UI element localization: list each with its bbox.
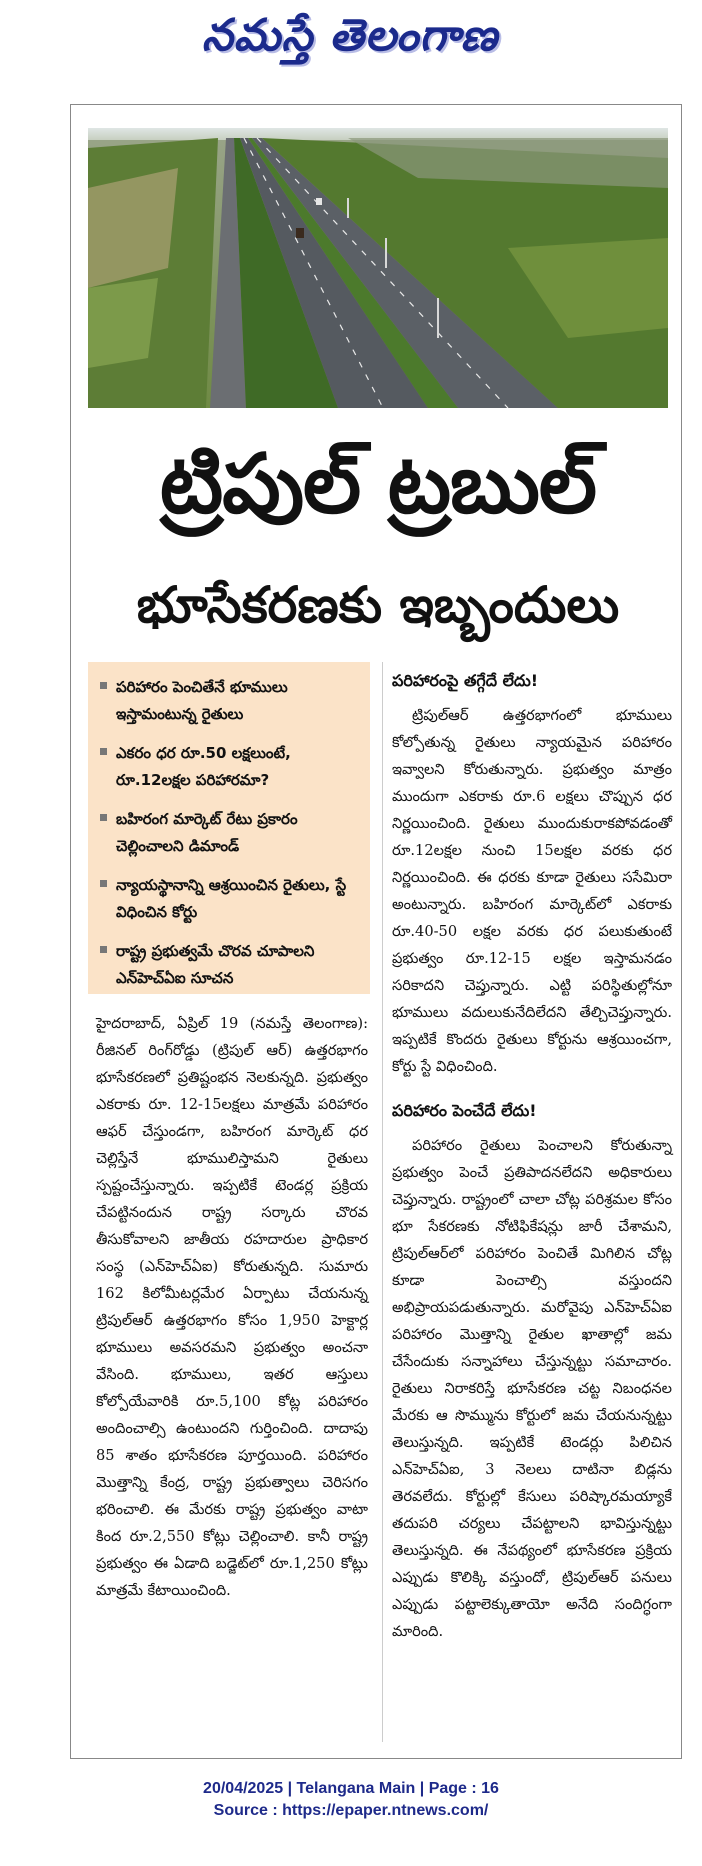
highlight-text: రాష్ట్ర ప్రభుత్వమే చొరవ చూపాలని ఎన్‌హెచ్‌ఏఐ సూచన <box>116 942 315 987</box>
highlight-text: బహిరంగ మార్కెట్ రేటు ప్రకారం చెల్లించాలని డిమాండ్ <box>116 810 298 855</box>
bullet-icon <box>100 880 107 887</box>
section-title: పరిహారంపై తగ్గేదే లేదు! <box>392 671 539 690</box>
highlight-item <box>100 740 358 794</box>
article-right-column <box>392 668 672 1748</box>
highlight-text: న్యాయస్థానాన్ని ఆశ్రయించిన రైతులు, స్టే విధించిన కోర్టు <box>116 876 347 921</box>
source-link[interactable]: Source : https://epaper.ntnews.com/ <box>213 1802 489 1819</box>
edition-info: 20/04/2025 | Telangana Main | Page : 16 <box>203 1780 499 1797</box>
page-footer <box>0 1778 702 1822</box>
article-headline: ట్రిపుల్ ట్రబుల్ <box>159 437 597 532</box>
bullet-icon <box>100 946 107 953</box>
highlights-box <box>88 662 370 994</box>
highlight-item <box>100 872 358 926</box>
section-body: ట్రిపుల్‌ఆర్ ఉత్తరభాగంలో భూములు కోల్పోతున్న రైతులు న్యాయమైన పరిహారం ఇవ్వాలని కోరుతున్నారు. ప్రభుత్వం మాత్రం ముందుగా ఎకరాకు రూ.6 లక్షలు చొప్పున ధర నిర్ణయించింది. రైతులు ముందుకురాకపోవడంతో రూ.12లక్షల నుంచి 15లక్షల వరకు ధర నిర్ణయించింది. ఈ ధరకు కూడా రైతులు ససేమిరా అంటున్నారు. బహిరంగ మార్కెట్‌లో ఎకరాకు రూ.40-50 లక్షల వరకు ధర పలుకుతుంటే ప్రభుత్వం రూ.12-15 లక్షల ఇస్తామనడం సరికాదని చెప్తున్నారు. ఎట్టి పరిస్థితుల్లోనూ భూములు వదులుకునేదిలేదని తేల్చిచెప్తున్నారు. ఇప్పటికే కొందరు రైతులు కోర్టును ఆశ్రయించగా, కోర్టు స్టే విధించింది. <box>392 707 672 1075</box>
bullet-icon <box>100 814 107 821</box>
article-lead-paragraph: హైదరాబాద్, ఏప్రిల్ 19 (నమస్తే తెలంగాణ): రీజినల్ రింగ్‌రోడ్డు (ట్రిపుల్ ఆర్) ఉత్తరభాగం భూసేకరణలో ప్రతిష్టంభన నెలకున్నది. ప్రభుత్వం ఎకరాకు రూ. 12-15లక్షలు మాత్రమే పరిహారం ఆఫర్ చేస్తుండగా, బహిరంగ మార్కెట్ ధర చెల్లిస్తేనే భూములిస్తామని రైతులు స్పష్టంచేస్తున్నారు. ఇప్పటికే టెండర్ల ప్రక్రియ చేపట్టినందున రాష్ట్ర సర్కారు చొరవ తీసుకోవాలని జాతీయ రహదారుల ప్రాధికార సంస్థ (ఎన్‌హెచ్‌ఏఐ) కోరుతున్నది. సుమారు 162 కిలోమీటర్లమేర ఏర్పాటు చేయనున్న ట్రిపుల్‌ఆర్ ఉత్తరభాగం కోసం 1,950 హెక్టార్ల భూములు అవసరమని ప్రభుత్వం అంచనా వేసింది. భూములు, ఇతర ఆస్తులు కోల్పోయేవారికి రూ.5,100 కోట్ల పరిహారం అందించాల్సి ఉంటుందని గుర్తించింది. దాదాపు 85 శాతం భూసేకరణ పూర్తయింది. పరిహారం మొత్తాన్ని కేంద్ర, రాష్ట్ర ప్రభుత్వాలు చెరిసగం భరించాలి. ఈ మేరకు రాష్ట్ర ప్రభుత్వం వాటా కింద రూ.2,550 కోట్లు చెల్లించాలి. కానీ రాష్ట్ర ప్రభుత్వం ఈ ఏడాది బడ్జెట్‌లో రూ.1,250 కోట్లు మాత్రమే కేటాయించింది. <box>96 1015 368 1599</box>
column-divider <box>382 662 383 1742</box>
bullet-icon <box>100 748 107 755</box>
masthead <box>0 0 702 90</box>
highway-photo <box>88 128 668 408</box>
highlight-item <box>100 938 358 992</box>
section-title: పరిహారం పెంచేదే లేదు! <box>392 1101 537 1120</box>
article-subheadline: భూసేకరణకు ఇబ్బందులు <box>136 576 620 634</box>
highlight-item <box>100 674 358 728</box>
bullet-icon <box>100 682 107 689</box>
highlight-text: ఎకరం ధర రూ.50 లక్షలుంటే, రూ.12లక్షల పరిహారమా? <box>116 744 291 789</box>
highlight-text: పరిహారం పెంచితేనే భూములు ఇస్తామంటున్న రైతులు <box>116 678 288 723</box>
highlight-item <box>100 806 358 860</box>
section-body: పరిహారం రైతులు పెంచాలని కోరుతున్నా ప్రభుత్వం పెంచే ప్రతిపాదనలేదని అధికారులు చెప్తున్నారు. రాష్ట్రంలో చాలా చోట్ల పరిశ్రమల కోసం భూ సేకరణకు నోటిఫికేషన్లు జారీ చేశామని, ట్రిపుల్‌ఆర్‌లో పరిహారం పెంచితే మిగిలిన చోట్ల కూడా పెంచాల్సి వస్తుందని అభిప్రాయపడుతున్నారు. మరోవైపు ఎన్‌హెచ్‌ఏఐ పరిహారం మొత్తాన్ని రైతుల ఖాతాల్లో జమ చేసేందుకు సన్నాహాలు చేస్తున్నట్టు సమాచారం. రైతులు నిరాకరిస్తే భూసేకరణ చట్ట నిబంధనల మేరకు ఆ సొమ్మును కోర్టులో జమ చేయనున్నట్టు తెలుస్తున్నది. ఇప్పటికే టెండర్లు పిలిచిన ఎన్‌హెచ్‌ఏఐ, 3 నెలలు దాటినా బిడ్లను తెరవలేదు. కోర్టుల్లో కేసులు పరిష్కారమయ్యాకే తదుపరి చర్యలు చేపట్టాలని భావిస్తున్నట్టు తెలుస్తున్నది. ఈ నేపథ్యంలో భూసేకరణ ప్రక్రియ ఎప్పుడు కొలిక్కి వస్తుందో, ట్రిపుల్‌ఆర్ పనులు ఎప్పుడు పట్టాలెక్కుతాయో అనేది సందిగ్ధంగా మారింది. <box>392 1137 672 1640</box>
newspaper-title: నమస్తే తెలంగాణ <box>201 10 499 61</box>
